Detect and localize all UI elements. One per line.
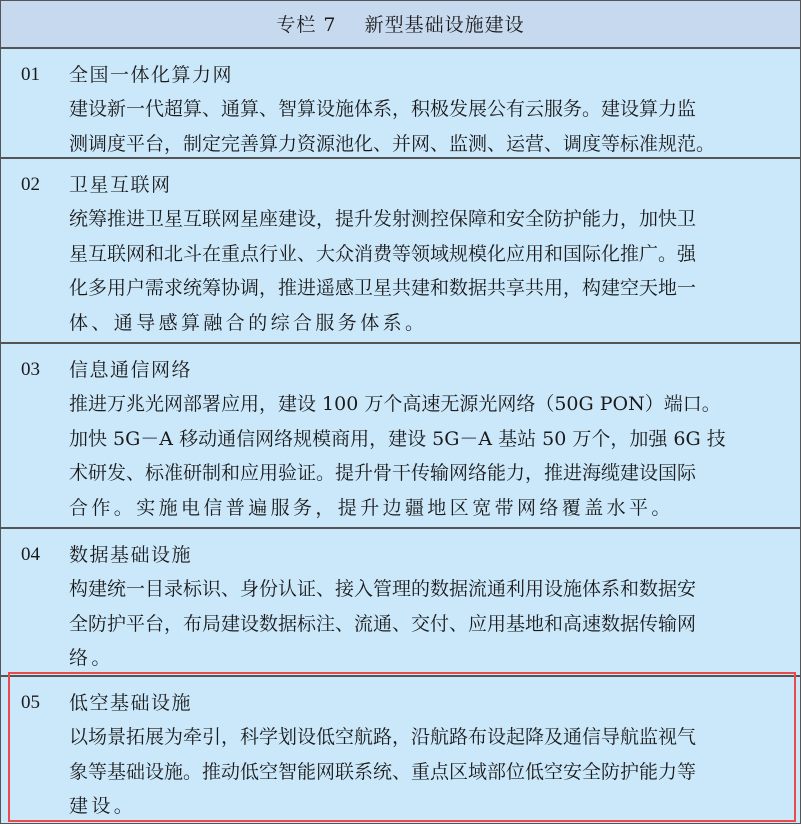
- section-05: [1, 677, 800, 826]
- section-text-line: 象等基础设施。推动低空智能网联系统、重点区域部位低空安全防护能力等: [69, 760, 697, 783]
- section-number: 04: [21, 544, 40, 565]
- section-text-line: 化多用户需求统筹协调，推进遥感卫星共建和数据共享共用，构建空天地一: [69, 277, 697, 299]
- section-number: 02: [21, 174, 40, 195]
- section-text-line: 测调度平台，制定完善算力资源池化、并网、监测、运营、调度等标准规范。: [69, 132, 716, 155]
- section-title: 卫星互联网: [69, 174, 172, 196]
- section-text-line: 体、通导感算融合的综合服务体系。: [69, 311, 428, 334]
- section-text-line: 以场景拓展为牵引，科学划设低空航路，沿航路布设起降及通信导航监视气: [69, 726, 697, 748]
- section-number: 05: [21, 692, 40, 713]
- section-text-line: 建设。: [69, 795, 137, 817]
- section-number: 03: [21, 359, 40, 380]
- section-text-line: 加快 5G－A 移动通信网络规模商用，建设 5G－A 基站 50 万个，加强 6G 技: [69, 427, 726, 450]
- section-text-line: 全防护平台，布局建设数据标注、流通、交付、应用基地和高速数据传输网: [69, 612, 697, 635]
- section-04: [1, 529, 800, 677]
- box-header: [1, 1, 800, 49]
- section-number: 01: [21, 64, 40, 85]
- section-text-line: 星互联网和北斗在重点行业、大众消费等领域规模化应用和国际化推广。强: [69, 242, 697, 265]
- section-text-line: 建设新一代超算、通算、智算设施体系，积极发展公有云服务。建设算力监: [69, 98, 697, 120]
- section-title: 数据基础设施: [69, 544, 193, 566]
- section-01: [1, 49, 800, 159]
- section-text-line: 构建统一目录标识、身份认证、接入管理的数据流通利用设施体系和数据安: [69, 578, 697, 600]
- section-title: 全国一体化算力网: [69, 64, 234, 86]
- section-text-line: 推进万兆光网部署应用，建设 100 万个高速无源光网络（50G PON）端口。: [69, 393, 721, 415]
- box-label: 专栏 7: [276, 14, 337, 36]
- box-title: 新型基础设施建设: [364, 14, 525, 36]
- section-text-line: 术研发、标准研制和应用验证。提升骨干传输网络能力，推进海缆建设国际: [69, 462, 697, 484]
- section-03: [1, 344, 800, 529]
- section-title: 信息通信网络: [69, 359, 193, 381]
- section-text-line: 统筹推进卫星互联网星座建设，提升发射测控保障和安全防护能力，加快卫: [69, 208, 697, 230]
- section-02: [1, 159, 800, 344]
- section-title: 低空基础设施: [69, 692, 193, 714]
- section-text-line: 合作。实施电信普遍服务，提升边疆地区宽带网络覆盖水平。: [69, 496, 674, 519]
- section-text-line: 络。: [69, 647, 114, 669]
